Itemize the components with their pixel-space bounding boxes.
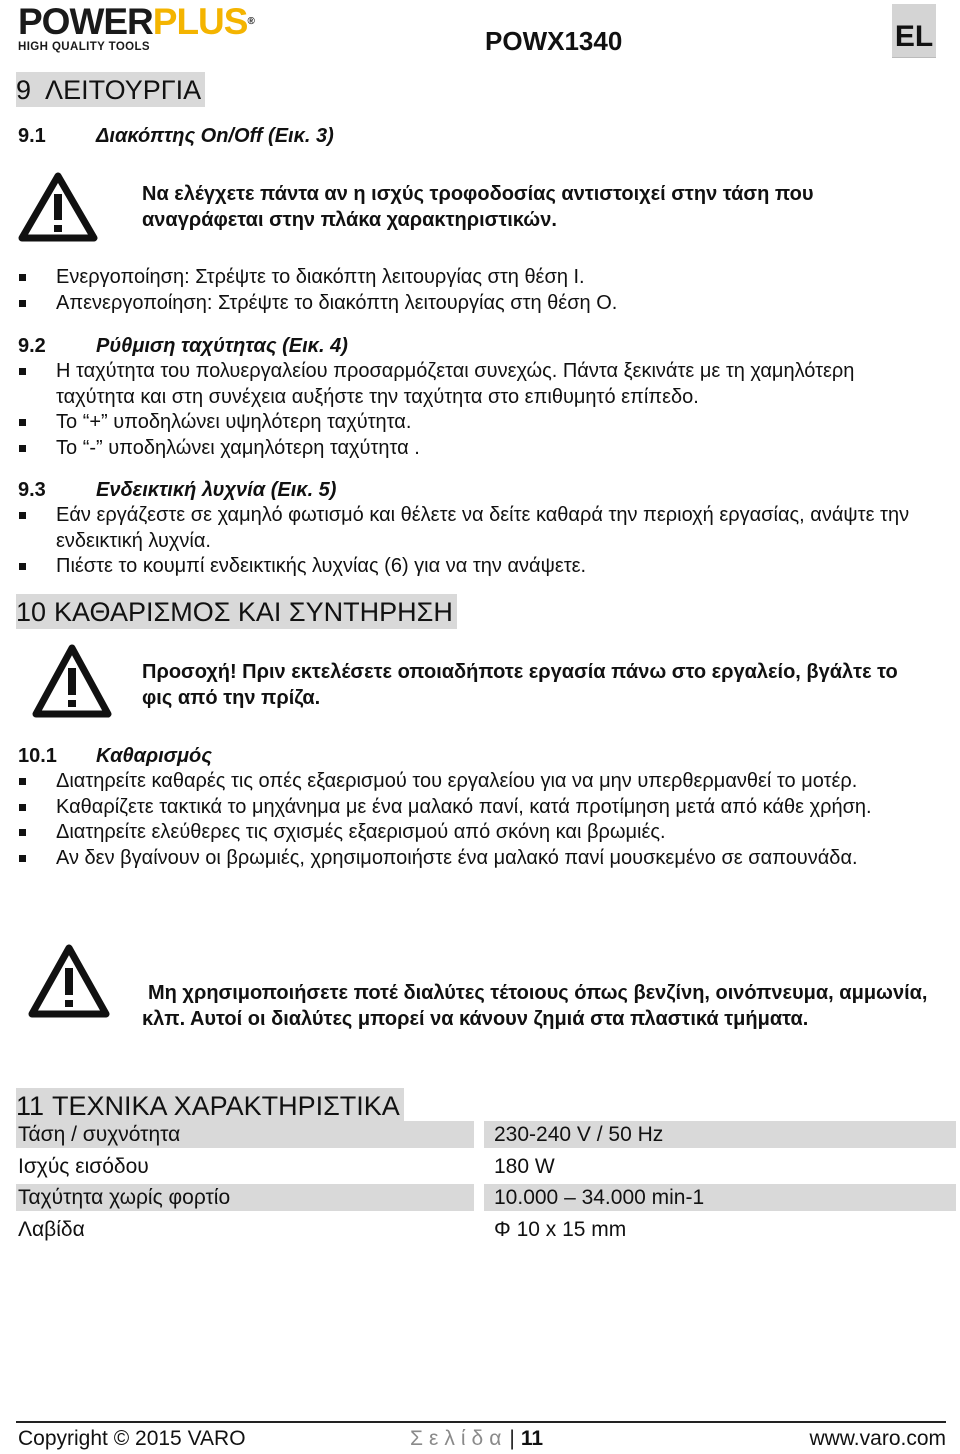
list-item: Διατηρείτε καθαρές τις οπές εξαερισμού του εργαλείου για να μην υπερθερμανθεί το μοτέρ. xyxy=(18,769,898,795)
subsection-number: 9.2 xyxy=(18,335,46,357)
logo-main-text: POWER xyxy=(18,1,153,42)
section-heading-9 xyxy=(16,72,205,107)
footer-divider xyxy=(16,1421,946,1423)
subsection-heading-9-3 xyxy=(18,478,336,502)
logo-registered-mark: ® xyxy=(247,16,254,27)
section-number: 9 xyxy=(16,75,32,105)
list-9-2 xyxy=(18,359,918,461)
warning-triangle-icon xyxy=(28,944,110,1018)
list-item: Εάν εργάζεστε σε χαμηλό φωτισμό και θέλετε να δείτε καθαρά την περιοχή εργασίας, ανάψτε την ενδεικτική λυχνία. xyxy=(18,503,918,554)
spec-label: Τάση / συχνότητα xyxy=(16,1121,474,1148)
list-item: Καθαρίζετε τακτικά το μηχάνημα με ένα μαλακό πανί, κατά προτίμηση μετά από κάθε χρήση. xyxy=(18,795,898,821)
section-title: ΚΑΘΑΡΙΣΜΟΣ ΚΑΙ ΣΥΝΤΗΡΗΣΗ xyxy=(54,597,453,627)
list-item: Ενεργοποίηση: Στρέψτε το διακόπτη λειτουργίας στη θέση I. xyxy=(18,265,918,291)
section-heading-11 xyxy=(16,1088,404,1123)
list-item: Απενεργοποίηση: Στρέψτε το διακόπτη λειτουργίας στη θέση O. xyxy=(18,291,918,317)
footer-page-indicator xyxy=(410,1426,543,1452)
list-9-3 xyxy=(18,503,918,580)
spec-value: 230-240 V / 50 Hz xyxy=(484,1121,956,1148)
subsection-number: 10.1 xyxy=(18,745,57,767)
spec-label: Ταχύτητα χωρίς φορτίο xyxy=(16,1184,474,1211)
spec-label: Ισχύς εισόδου xyxy=(18,1154,149,1178)
footer-copyright: Copyright © 2015 VARO xyxy=(18,1427,246,1450)
subsection-title: Καθαρισμός xyxy=(96,745,212,767)
list-item: Αν δεν βγαίνουν οι βρωμιές, χρησιμοποιήστε ένα μαλακό πανί μουσκεμένο σε σαπουνάδα. xyxy=(18,846,898,872)
brand-logo xyxy=(18,1,280,54)
warning-text-power-check: Να ελέγχετε πάντα αν η ισχύς τροφοδοσίας αντιστοιχεί στην τάση που αναγράφεται στην πλάκα χαρακτηριστικών. xyxy=(142,183,814,231)
footer-url: www.varo.com xyxy=(809,1427,946,1450)
section-number: 10 xyxy=(16,597,47,627)
list-item: Διατηρείτε ελεύθερες τις σχισμές εξαερισμού από σκόνη και βρωμιές. xyxy=(18,820,898,846)
warning-text-unplug: Προσοχή! Πριν εκτελέσετε οποιαδήποτε εργασία πάνω στο εργαλείο, βγάλτε το φις από την πρίζα. xyxy=(142,661,898,709)
subsection-heading-9-2 xyxy=(18,334,348,358)
page-separator: | xyxy=(509,1427,515,1450)
subsection-number: 9.1 xyxy=(18,125,46,147)
page-label: Σελίδα xyxy=(410,1427,508,1450)
section-number: 11 xyxy=(16,1091,45,1121)
table-row xyxy=(16,1216,956,1248)
section-title: ΛΕΙΤΟΥΡΓΙΑ xyxy=(45,75,202,105)
warning-text-solvents: Μη χρησιμοποιήσετε ποτέ διαλύτες τέτοιους όπως βενζίνη, οινόπνευμα, αμμωνία, κλπ. Αυτοί οι διαλύτες μπορεί να κάνουν ζημιά στα πλαστικά τμήματα. xyxy=(142,982,928,1030)
subsection-title: Ρύθμιση ταχύτητας (Εικ. 4) xyxy=(96,335,348,357)
subsection-title: Ενδεικτική λυχνία (Εικ. 5) xyxy=(96,479,337,501)
section-title: ΤΕΧΝΙΚΑ ΧΑΡΑΚΤΗΡΙΣΤΙΚΑ xyxy=(52,1091,400,1121)
model-number: POWX1340 xyxy=(485,26,623,56)
spec-value: 180 W xyxy=(494,1154,555,1178)
spec-label: Λαβίδα xyxy=(18,1217,85,1241)
spec-value: Φ 10 x 15 mm xyxy=(494,1217,627,1241)
subsection-number: 9.3 xyxy=(18,479,46,501)
spec-table xyxy=(16,1121,956,1247)
section-heading-10 xyxy=(16,594,457,629)
logo-accent-text: PLUS xyxy=(152,1,248,42)
warning-triangle-icon xyxy=(32,644,112,718)
list-item: Το “+” υποδηλώνει υψηλότερη ταχύτητα. xyxy=(18,410,918,436)
table-row xyxy=(16,1153,956,1185)
spec-value: 10.000 – 34.000 min-1 xyxy=(484,1184,956,1211)
language-badge: EL xyxy=(894,20,934,53)
list-item: Η ταχύτητα του πολυεργαλείου προσαρμόζεται συνεχώς. Πάντα ξεκινάτε με τη χαμηλότερη ταχύτητα και στη συνέχεια αυξήστε την ταχύτητα στο επιθυμητό επίπεδο. xyxy=(18,359,918,410)
table-row xyxy=(16,1121,956,1153)
logo-tagline: HIGH QUALITY TOOLS xyxy=(18,41,151,53)
list-item: Το “-” υποδηλώνει χαμηλότερη ταχύτητα . xyxy=(18,436,918,462)
list-9-1 xyxy=(18,265,918,316)
subsection-heading-9-1 xyxy=(18,124,334,148)
list-10-1 xyxy=(18,769,898,871)
warning-triangle-icon xyxy=(18,172,98,242)
page-number: 11 xyxy=(520,1427,544,1450)
subsection-heading-10-1 xyxy=(18,744,212,768)
list-item: Πιέστε το κουμπί ενδεικτικής λυχνίας (6) για να την ανάψετε. xyxy=(18,554,918,580)
subsection-title: Διακόπτης On/Off (Εικ. 3) xyxy=(96,125,334,147)
table-row xyxy=(16,1184,956,1216)
